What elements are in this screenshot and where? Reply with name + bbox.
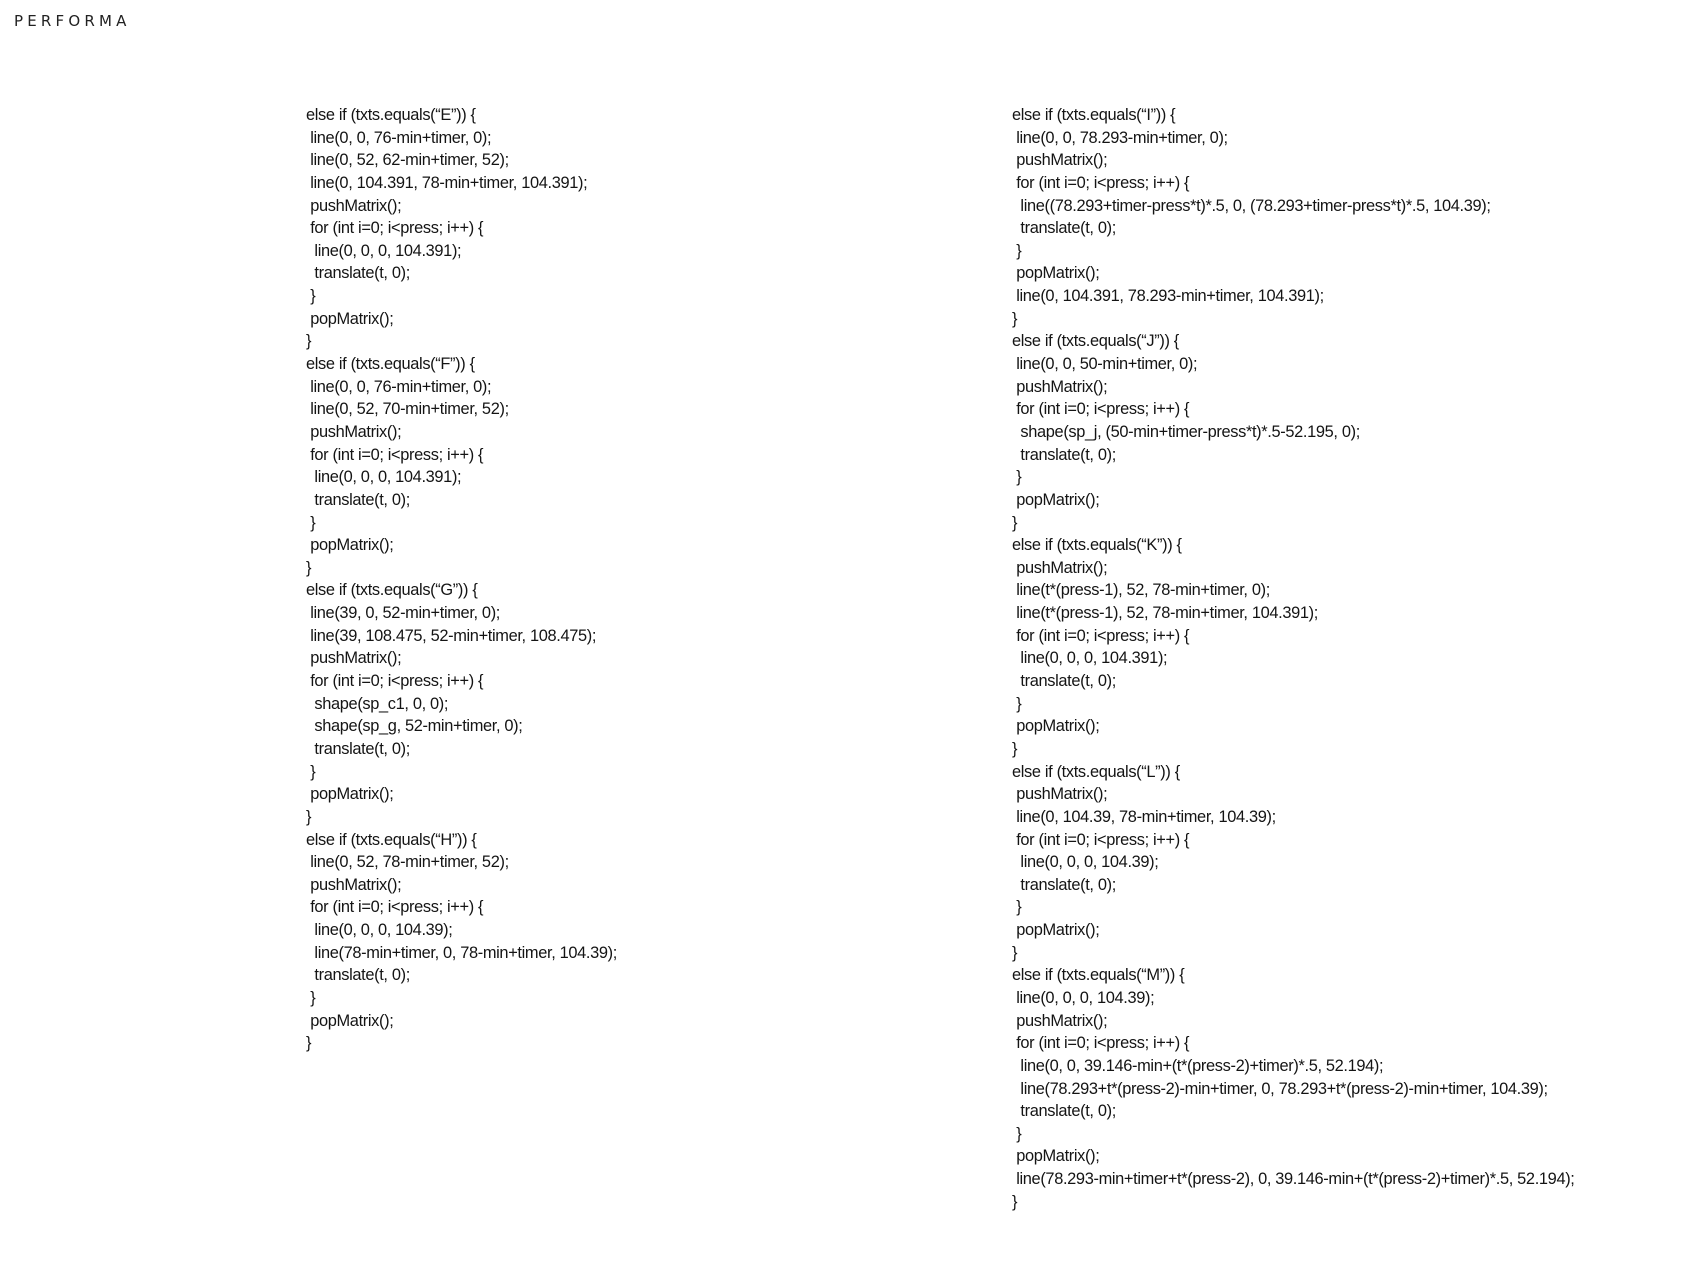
code-line: line(t*(press-1), 52, 78-min+timer, 104.391); xyxy=(1012,604,1318,623)
code-line: } xyxy=(1012,943,1018,962)
code-line: } xyxy=(306,1034,312,1053)
code-line: else if (txts.equals(“F”)) { xyxy=(306,355,475,374)
code-line: } xyxy=(1012,694,1022,713)
code-line: translate(t, 0); xyxy=(306,739,410,758)
code-line: line(0, 0, 78.293-min+timer, 0); xyxy=(1012,128,1228,147)
brand-logo-text: PERFORMA xyxy=(14,12,131,30)
code-line: line(0, 0, 0, 104.391); xyxy=(306,468,462,487)
code-line: for (int i=0; i<press; i++) { xyxy=(1012,1034,1190,1053)
code-line: pushMatrix(); xyxy=(1012,558,1108,577)
code-line: else if (txts.equals(“G”)) { xyxy=(306,581,478,600)
code-line: line(0, 104.39, 78-min+timer, 104.39); xyxy=(1012,807,1276,826)
code-line: for (int i=0; i<press; i++) { xyxy=(306,219,484,238)
code-line: } xyxy=(1012,1192,1018,1211)
code-line: translate(t, 0); xyxy=(306,264,410,283)
code-line: popMatrix(); xyxy=(1012,717,1100,736)
code-line: for (int i=0; i<press; i++) { xyxy=(1012,626,1190,645)
code-line: line(0, 104.391, 78.293-min+timer, 104.391); xyxy=(1012,287,1324,306)
code-line: } xyxy=(1012,309,1018,328)
code-line: shape(sp_g, 52-min+timer, 0); xyxy=(306,717,523,736)
code-line: line((78.293+timer-press*t)*.5, 0, (78.293+timer-press*t)*.5, 104.39); xyxy=(1012,196,1491,215)
code-line: pushMatrix(); xyxy=(306,422,402,441)
code-line: } xyxy=(306,807,312,826)
code-line: } xyxy=(306,332,312,351)
code-line: else if (txts.equals(“I”)) { xyxy=(1012,106,1176,124)
code-line: } xyxy=(306,513,316,532)
code-line: popMatrix(); xyxy=(1012,490,1100,509)
code-column-left xyxy=(306,104,617,1055)
code-line: for (int i=0; i<press; i++) { xyxy=(1012,400,1190,419)
code-line: } xyxy=(306,287,316,306)
code-line: line(t*(press-1), 52, 78-min+timer, 0); xyxy=(1012,581,1270,600)
code-line: for (int i=0; i<press; i++) { xyxy=(1012,173,1190,192)
code-line: line(0, 52, 78-min+timer, 52); xyxy=(306,853,509,872)
code-column-right xyxy=(1012,104,1575,1213)
code-line: translate(t, 0); xyxy=(1012,445,1116,464)
code-line: popMatrix(); xyxy=(1012,1147,1100,1166)
code-line: } xyxy=(1012,739,1018,758)
code-line: line(0, 104.391, 78-min+timer, 104.391); xyxy=(306,173,588,192)
code-line: else if (txts.equals(“J”)) { xyxy=(1012,332,1179,351)
code-line: popMatrix(); xyxy=(306,785,394,804)
code-line: pushMatrix(); xyxy=(1012,377,1108,396)
code-line: translate(t, 0); xyxy=(1012,875,1116,894)
code-line: } xyxy=(1012,898,1022,917)
code-line: popMatrix(); xyxy=(306,536,394,555)
code-line: line(39, 108.475, 52-min+timer, 108.475); xyxy=(306,626,597,645)
code-line: popMatrix(); xyxy=(1012,921,1100,940)
code-line: else if (txts.equals(“H”)) { xyxy=(306,830,477,849)
code-line: popMatrix(); xyxy=(306,1011,394,1030)
code-line: line(0, 0, 0, 104.391); xyxy=(1012,649,1168,668)
code-line: translate(t, 0); xyxy=(1012,672,1116,691)
code-line: line(0, 0, 0, 104.39); xyxy=(306,921,453,940)
code-line: line(78.293+t*(press-2)-min+timer, 0, 78.293+t*(press-2)-min+timer, 104.39); xyxy=(1012,1079,1548,1098)
code-line: line(0, 0, 0, 104.391); xyxy=(306,241,462,260)
code-line: line(0, 0, 76-min+timer, 0); xyxy=(306,128,492,147)
code-line: line(0, 0, 76-min+timer, 0); xyxy=(306,377,492,396)
code-line: pushMatrix(); xyxy=(1012,1011,1108,1030)
code-line: translate(t, 0); xyxy=(306,966,410,985)
code-line: } xyxy=(1012,513,1018,532)
code-line: pushMatrix(); xyxy=(306,875,402,894)
code-line: line(78.293-min+timer+t*(press-2), 0, 39.146-min+(t*(press-2)+timer)*.5, 52.194); xyxy=(1012,1170,1575,1189)
code-line: for (int i=0; i<press; i++) { xyxy=(306,898,484,917)
code-line: shape(sp_j, (50-min+timer-press*t)*.5-52.195, 0); xyxy=(1012,422,1360,441)
code-line: } xyxy=(1012,468,1022,487)
code-line: translate(t, 0); xyxy=(306,490,410,509)
code-line: else if (txts.equals(“M”)) { xyxy=(1012,966,1185,985)
code-line: popMatrix(); xyxy=(1012,264,1100,283)
code-line: line(0, 0, 0, 104.39); xyxy=(1012,853,1159,872)
code-line: } xyxy=(1012,1124,1022,1143)
code-line: else if (txts.equals(“E”)) { xyxy=(306,106,476,124)
code-line: } xyxy=(1012,241,1022,260)
code-line: line(0, 52, 70-min+timer, 52); xyxy=(306,400,509,419)
code-line: line(0, 0, 0, 104.39); xyxy=(1012,988,1155,1007)
code-line: for (int i=0; i<press; i++) { xyxy=(306,445,484,464)
code-line: translate(t, 0); xyxy=(1012,1102,1116,1121)
code-line: } xyxy=(306,558,312,577)
code-line: for (int i=0; i<press; i++) { xyxy=(1012,830,1190,849)
code-line: line(39, 0, 52-min+timer, 0); xyxy=(306,604,501,623)
code-line: line(0, 52, 62-min+timer, 52); xyxy=(306,151,509,170)
code-line: } xyxy=(306,988,316,1007)
code-line: line(0, 0, 50-min+timer, 0); xyxy=(1012,355,1198,374)
code-line: else if (txts.equals(“L”)) { xyxy=(1012,762,1180,781)
code-line: else if (txts.equals(“K”)) { xyxy=(1012,536,1182,555)
code-line: pushMatrix(); xyxy=(1012,785,1108,804)
code-line: line(0, 0, 39.146-min+(t*(press-2)+timer)*.5, 52.194); xyxy=(1012,1056,1384,1075)
code-line: pushMatrix(); xyxy=(306,649,402,668)
code-line: } xyxy=(306,762,316,781)
code-line: for (int i=0; i<press; i++) { xyxy=(306,672,484,691)
code-line: pushMatrix(); xyxy=(306,196,402,215)
code-line: pushMatrix(); xyxy=(1012,151,1108,170)
code-line: line(78-min+timer, 0, 78-min+timer, 104.39); xyxy=(306,943,617,962)
code-line: popMatrix(); xyxy=(306,309,394,328)
code-line: shape(sp_c1, 0, 0); xyxy=(306,694,449,713)
code-line: translate(t, 0); xyxy=(1012,219,1116,238)
